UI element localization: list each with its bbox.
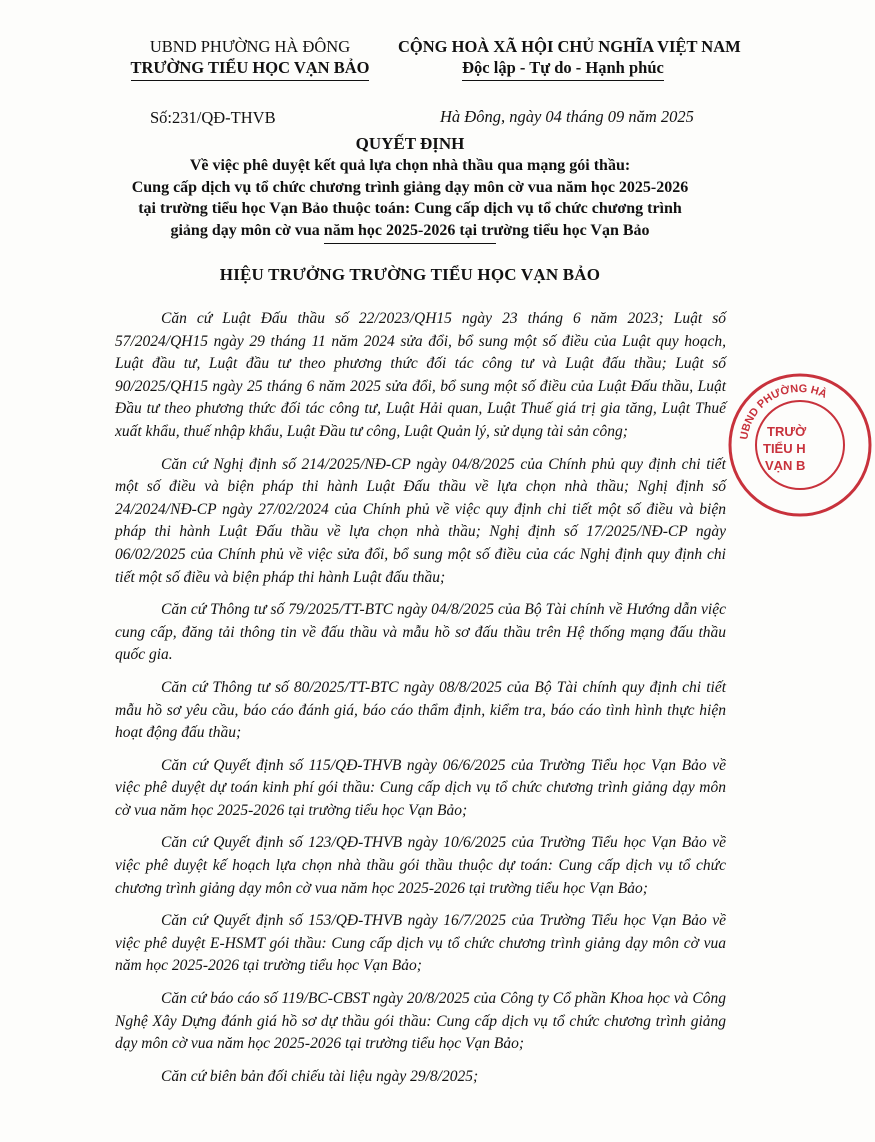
legal-basis-paragraph: Căn cứ Thông tư số 80/2025/TT-BTC ngày 08/8/2025 của Bộ Tài chính quy định chi tiết mẫu hồ sơ yêu cầu, báo cáo đánh giá, báo cáo thẩm định, kiểm tra, báo cáo tình hình thực hiện hoạt động đấu thầu; — [115, 678, 726, 742]
seal-ring-text: UBND PHƯỜNG HÀ — [738, 382, 829, 441]
legal-basis-paragraph: Căn cứ biên bản đối chiếu tài liệu ngày 29/8/2025; — [161, 1067, 479, 1085]
signing-authority-heading: HIỆU TRƯỞNG TRƯỜNG TIỂU HỌC VẠN BẢO — [219, 265, 601, 284]
legal-basis-paragraph: Căn cứ Thông tư số 79/2025/TT-BTC ngày 04/8/2025 của Bộ Tài chính về Hướng dẫn việc cung cấp, đăng tải thông tin về đấu thầu và mẫu hồ sơ đấu thầu trên Hệ thống mạng đấu thầu quốc gia. — [115, 601, 726, 664]
subject-line: Cung cấp dịch vụ tổ chức chương trình giảng dạy môn cờ vua năm học 2025-2026 — [131, 178, 689, 196]
nation-name: CỘNG HOÀ XÃ HỘI CHỦ NGHĨA VIỆT NAM — [398, 37, 741, 56]
legal-basis-paragraph: Căn cứ Quyết định số 123/QĐ-THVB ngày 10/6/2025 của Trường Tiểu học Vạn Bảo về việc phê duyệt kế hoạch lựa chọn nhà thầu gói thầu thuộc dự toán: Cung cấp dịch vụ tổ chức chương trình giảng dạy môn cờ vua năm học 2025-2026 tại trường tiểu học Vạn Bảo; — [115, 834, 726, 897]
title-block — [100, 133, 720, 244]
legal-basis-paragraph: Căn cứ Quyết định số 153/QĐ-THVB ngày 16/7/2025 của Trường Tiểu học Vạn Bảo về việc phê duyệt E-HSMT gói thầu: Cung cấp dịch vụ tổ chức chương trình giảng dạy môn cờ vua năm học 2025-2026 tại trường tiểu học Vạn Bảo; — [115, 912, 726, 975]
legal-basis-paragraph: Căn cứ Nghị định số 214/2025/NĐ-CP ngày 04/8/2025 của Chính phủ quy định chi tiết một số điều và biện pháp thi hành Luật Đấu thầu về lựa chọn nhà thầu; Nghị định số 24/2024/NĐ-CP ngày 27/02/2024 của Chính phủ về việc quy định chi tiết một số điều và biện pháp thi hành Luật Đấu thầu về lựa chọn nhà thầu; Nghị định số 17/2025/NĐ-CP ngày 06/02/2025 của Chính phủ về việc sửa đổi, bổ sung một số điều của các Nghị định quy định chi tiết một số điều và biện pháp thi hành Luật đấu thầu; — [115, 455, 726, 586]
legal-basis-paragraph: Căn cứ báo cáo số 119/BC-CBST ngày 20/8/2025 của Công ty Cổ phần Khoa học và Công Nghệ Xây Dựng đánh giá hồ sơ dự thầu gói thầu: Cung cấp dịch vụ tổ chức chương trình giảng dạy môn cờ vua năm học 2025-2026 tại trường tiểu học Vạn Bảo; — [115, 990, 726, 1053]
legal-basis-section — [115, 308, 726, 1098]
seal-center-text-1: TRƯỜ — [767, 424, 807, 439]
issuer-school: TRƯỜNG TIỂU HỌC VẠN BẢO — [131, 57, 370, 81]
seal-center-text-2: TIỂU H — [763, 441, 806, 456]
legal-basis-paragraph: Căn cứ Luật Đấu thầu số 22/2023/QH15 ngày 23 tháng 6 năm 2023; Luật số 57/2024/QH15 ngày 29 tháng 11 năm 2024 sửa đổi, bổ sung một số điều của Luật quy hoạch, Luật đầu tư, Luật đầu tư theo phương thức đối tác công tư và Luật đấu thầu; Luật số 90/2025/QH15 ngày 25 tháng 6 năm 2025 sửa đổi, bổ sung một số điều của Luật Đấu thầu, Luật Đầu tư theo phương thức đối tác công tư, Luật Hải quan, Luật Thuế giá trị gia tăng, Luật Thuế xuất khẩu, thuế nhập khẩu, Luật Đầu tư công, Luật Quản lý, sử dụng tài sản công; — [115, 310, 726, 440]
seal-center-text-3: VẠN B — [765, 458, 806, 473]
subject-line: giảng dạy môn cờ vua năm học 2025-2026 tại trường tiểu học Vạn Bảo — [170, 221, 650, 239]
subject-line: tại trường tiểu học Vạn Bảo thuộc toán: Cung cấp dịch vụ tổ chức chương trình — [138, 200, 682, 217]
document-type-title: QUYẾT ĐỊNH — [355, 134, 465, 153]
subject-line: Về việc phê duyệt kết quả lựa chọn nhà thầu qua mạng gói thầu: — [189, 157, 631, 174]
title-divider — [324, 243, 496, 244]
national-motto: Độc lập - Tự do - Hạnh phúc — [462, 57, 664, 81]
place-and-date: Hà Đông, ngày 04 tháng 09 năm 2025 — [440, 107, 694, 126]
document-number: Số:231/QĐ-THVB — [150, 108, 276, 127]
official-seal-stamp — [725, 370, 875, 520]
issuer-authority: UBND PHƯỜNG HÀ ĐÔNG — [149, 37, 351, 56]
issuer-header — [100, 36, 400, 81]
national-header — [398, 36, 741, 81]
legal-basis-paragraph: Căn cứ Quyết định số 115/QĐ-THVB ngày 06/6/2025 của Trường Tiểu học Vạn Bảo về việc phê duyệt dự toán kinh phí gói thầu: Cung cấp dịch vụ tổ chức chương trình giảng dạy môn cờ vua năm học 2025-2026 tại trường tiểu học Vạn Bảo; — [115, 756, 726, 819]
